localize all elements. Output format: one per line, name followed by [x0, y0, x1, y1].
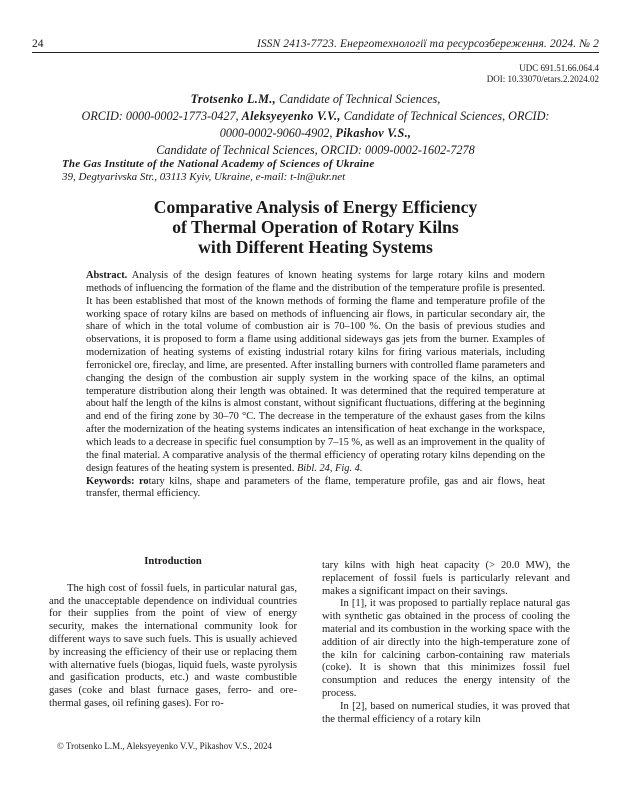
abstract-label: Abstract. — [86, 270, 128, 281]
abstract-biblio: Bibl. 24, Fig. 4. — [296, 462, 363, 474]
paragraph: tary kilns with high heat capacity (> 20.0 MW), the replacement of fossil fuels is particularly relevant and makes a significant impact on their savings. — [322, 560, 570, 597]
title-line: of Thermal Operation of Rotary Kilns — [172, 217, 459, 237]
author-name: Trotsenko L.M., — [190, 92, 276, 106]
title-line: with Different Heating Systems — [198, 237, 433, 257]
udc-code: UDC 691.51.66.064.4 — [519, 63, 599, 73]
paper-title — [60, 197, 571, 257]
author-name: Aleksyeyenko V.V., — [241, 109, 341, 123]
identifiers — [487, 63, 599, 85]
affiliation-address: 39, Degtyarivska Str., 03113 Kyiv, Ukraine, e-mail: t-ln@ukr.net — [62, 170, 346, 183]
author-degree: Candidate of Technical Sciences, ORCID: 0000-0002-9060-4902, — [219, 109, 550, 140]
affiliation — [62, 158, 582, 183]
keywords-label: Keywords: ro — [86, 475, 149, 487]
title-line: Comparative Analysis of Energy Efficiency — [153, 197, 478, 217]
doi: DOI: 10.33070/etars.2.2024.02 — [486, 74, 599, 84]
paragraph: The high cost of fossil fuels, in particular natural gas, and the unacceptable dependence on individual countries for their supplies from the point of view of energy security, makes the international community look for different ways to save such fuels. This is usually achieved by increasing the efficiency of their use or replacing them with alternative fuels (biogas, liquid fuels, waste pyrolysis and gasification products, etc.) and waste combustible gases (coke and blast furnace gases, ferro- and ore-thermal gases, oil refining gases). For ro- — [49, 582, 297, 709]
paragraph: In [1], it was proposed to partially replace natural gas with synthetic gas obtained in the process of cooling the material and its combustion in the working space with the addition of air directly into the high-temperature zone of the kiln for calcining carbon-containing raw materials (coke). It is shown that this minimizes fossil fuel consumption and reduces the energy intensity of the process. — [322, 598, 570, 699]
copyright-footer: © Trotsenko L.M., Aleksyeyenko V.V., Pikashov V.S., 2024 — [57, 741, 273, 751]
keywords-text: tary kilns, shape and parameters of the flame, temperature profile, gas and air flows, heat transfer, thermal efficiency. — [86, 475, 545, 500]
abstract-text: Analysis of the design features of known heating systems for large rotary kilns and modern methods of influencing the formation of the flame and the distribution of the temperature profile is presented. It has been established that most of the known methods of forming the flame and temperature profile of the working space of rotary kilns are based on methods of influencing air flows, in particular secondary air, the share of which in the total volume of combustion air is 70–100 %. On the basis of previous studies and observations, it is proposed to form a flame using additional sideways gas jets from the burner. Examples of modernization of heating systems of existing industrial rotary kilns for firing various materials, including ferronickel ore, fireclay, and lime, are presented. After installing burners with controlled flame parameters and changing the design of the combustion air supply system in the working space of the kilns, an optimal temperature distribution along their length was obtained. It was determined that the required temperature at about half the length of the kilns is almost constant, without significant fluctuations, differing at the beginning and end of the firing zone by 30–70 °C. The decrease in the temperature of the exhaust gases from the kilns after the modernization of the heating systems indicates an intensification of heat exchange in the workspace, which leads to a decrease in specific fuel consumption by 7–15 %, as well as an improvement in the quality of the final material. A comparative analysis of the thermal efficiency of operating rotary kilns depending on the design features of the heating system is presented. — [86, 270, 545, 474]
column-right — [322, 560, 570, 726]
running-head — [32, 38, 599, 53]
journal-title: ISSN 2413-7723. Енерготехнології та ресурсозбереження. 2024. № 2 — [256, 38, 599, 50]
paragraph: In [2], based on numerical studies, it was proved that the thermal efficiency of a rotary kiln — [322, 700, 570, 725]
author-degree: Candidate of Technical Sciences, ORCID: 0009-0002-1602-7278 — [156, 143, 475, 157]
column-left — [49, 556, 297, 711]
author-orcid: ORCID: 0000-0002-1773-0427, — [81, 109, 242, 123]
author-degree: Candidate of Technical Sciences, — [275, 92, 441, 106]
abstract — [86, 270, 545, 501]
page-number: 24 — [32, 38, 44, 50]
affiliation-org: The Gas Institute of the National Academy of Sciences of Ukraine — [62, 158, 375, 170]
author-name: Pikashov V.S., — [335, 126, 412, 140]
section-heading: Introduction — [144, 556, 202, 567]
author-block — [80, 91, 551, 159]
